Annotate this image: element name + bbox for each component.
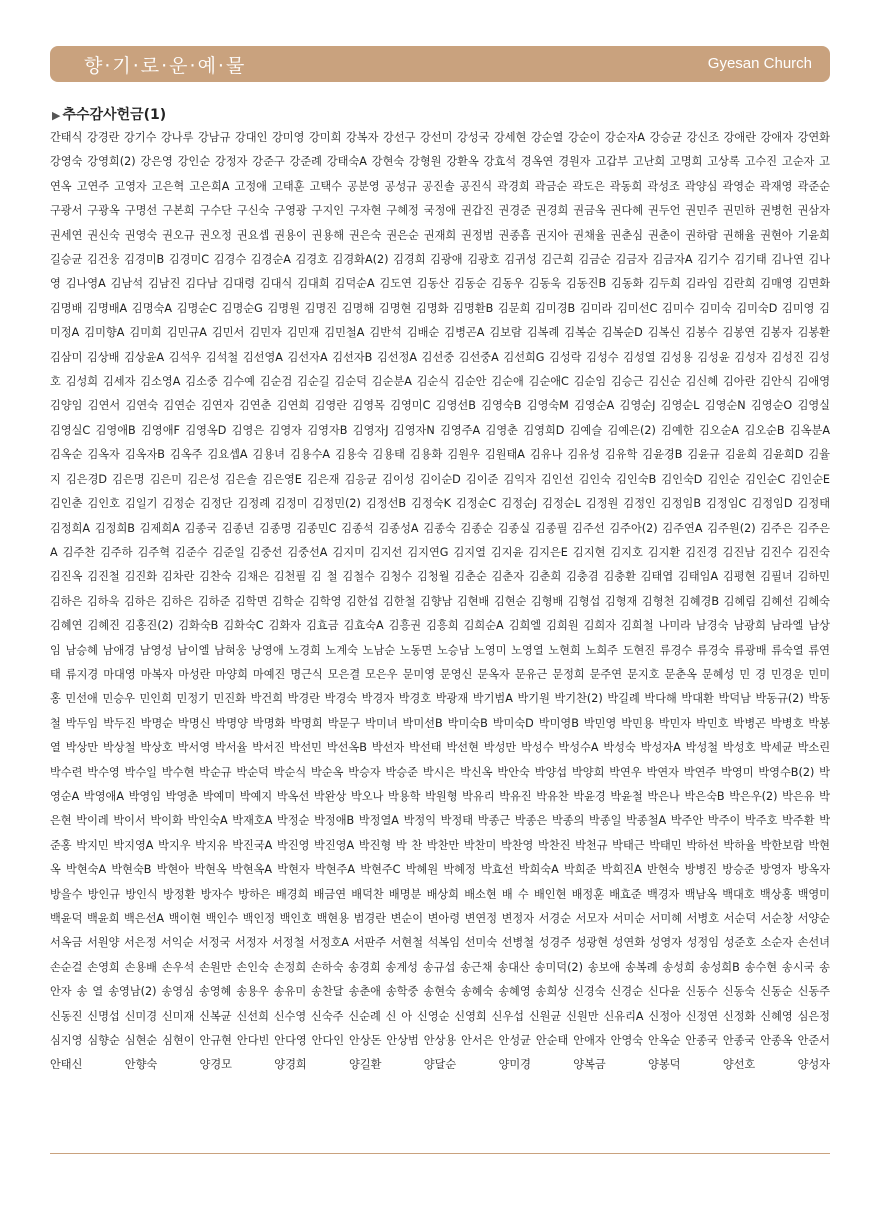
header-banner: [50, 46, 830, 82]
triangle-bullet-icon: ▶: [52, 109, 61, 122]
banner-title: 향·기·로·운·예·물: [84, 55, 247, 77]
section-title-text: 추수감사헌금(1): [62, 107, 167, 123]
church-name: Gyesan Church: [707, 55, 812, 72]
bottom-divider: [50, 1153, 830, 1154]
donor-name-list: 간태식 강경란 강기수 강나루 강남규 강대인 강미영 강미희 강복자 강선구 강선미 강성국 강세현 강순열 강순이 강순자A 강승균 강신조 강애란 강애자 강연화 강영숙 강영희(2) 강은영 강인순 강정자 강준구 강준례 강태숙A 강현숙 강형원 강환옥 강효석 경옥연 경원자 고갑부 고난희 고명희 고상록 고수진 고순자 고연옥 고연주 고영자 고은혁 고은희A 고정애 고태훈 고택수 공분영 공성규 공진솔 공진식 곽경희 곽금순 곽도은 곽동희 곽성조 곽양심 곽영순 곽재영 곽준순 구광서 구광옥 구명선 구본희 구수단 구신숙 구영광 구지인 구자현 구혜정 국정애 권갑진 권경준 권경희 권금옥 권다혜 권두언 권민주 권민하 권병헌 권삼자 권세연 권신숙 권영숙 권오규 권오정 권요셉 권용이 권용해 권은숙 권은순 권재희 권정범 권종흠 권지아 권채율 권춘심 권춘이 권하람 권해율 권현아 기윤희 길승균 김건웅 김경미B 김경미C 김경수 김경순A 김경호 김경화A(2) 김경희 김광애 김광호 김귀성 김근희 김금순 김금자 김금자A 김기수 김기태 김나연 김나영 김나영A 김남석 김남진 김다남 김대령 김대식 김대희 김덕순A 김도연 김동산 김동순 김동우 김동욱 김동진B 김동화 김두희 김라임 김란희 김매영 김면화 김명배 김명배A 김명숙A 김명순C 김명순G 김명원 김명진 김명해 김명현 김명화 김명환B 김문희 김미경B 김미라 김미선C 김미수 김미숙 김미숙D 김미영 김미정A 김미향A 김미희 김민규A 김민서 김민자 김민재 김민철A 김반석 김배순 김병곤A 김보람 김복례 김복순 김복순D 김복신 김봉수 김봉연 김봉자 김봉환 김삼미 김상배 김상윤A 김석우 김석철 김선영A 김선자A 김선자B 김선정A 김선중 김선중A 김선희G 김성락 김성수 김성열 김성용 김성윤 김성자 김성진 김성호 김성희 김세자 김소영A 김소중 김수예 김순검 김순길 김순덕 김순분A 김순식 김순안 김순애 김순애C 김순임 김승근 김신순 김신혜 김아란 김안식 김애영 김양임 김연서 김연숙 김연순 김연자 김연춘 김연희 김영란 김영목 김영미C 김영선B 김영숙B 김영숙M 김영순A 김영순J 김영순L 김영순N 김영순O 김영실 김영실C 김영애B 김영애F 김영옥D 김영은 김영자 김영자B 김영자J 김영자N 김영주A 김영춘 김영희D 김예슬 김예은(2) 김예한 김오순A 김오순B 김옥분A 김옥순 김옥자 김옥자B 김옥주 김요셉A 김용녀 김용수A 김용숙 김용태 김용화 김원우 김원태A 김유나 김유성 김유학 김윤경B 김윤규 김윤희 김윤희D 김율지 김은경D 김은명 김은미 김은성 김은솔 김은영E 김은재 김응균 김이성 김이순D 김이준 김익자 김인선 김인숙 김인숙B 김인숙D 김인순 김인순C 김인순E 김인춘 김인호 김일기 김정순 김정단 김정례 김정미 김정민(2) 김정선B 김정숙K 김정순C 김정순J 김정순L 김정원 김정인 김정임B 김정임C 김정임D 김정태 김정희A 김정희B 김제희A 김종국 김종년 김종명 김종민C 김종석 김종성A 김종숙 김종순 김종실 김종필 김주선 김주아(2) 김주연A 김주원(2) 김주은 김주은A 김주찬 김주하 김주혁 김준수 김준일 김중선 김중선A 김지미 김지선 김지연G 김지열 김지윤 김지은E 김지현 김지호 김지환 김진경 김진남 김진수 김진숙 김진옥 김진철 김진화 김차란 김찬숙 김채은 김천필 김 철 김철수 김청수 김청월 김춘순 김춘자 김춘희 김충겸 김충환 김태엽 김태임A 김평현 김필녀 김하민 김하은 김하욱 김하은 김하은 김하준 김학면 김학순 김학영 김한섭 김한철 김향남 김현배 김현순 김형배 김형섭 김형재 김형천 김혜경B 김혜림 김혜선 김혜숙 김혜연 김혜진 김홍진(2) 김화숙B 김화숙C 김화자 김효금 김효숙A 김흥권 김흥희 김희순A 김희엘 김희원 김희자 김희철 나미라 남경숙 남광희 남라엘 남상임 남승혜 남애경 남영성 남이엘 남혀웅 낭영애 노경희 노계숙 노남순 노동면 노승남 노영미 노영열 노현희 노희주 도현진 류경수 류경숙 류광배 류숙열 류연태 류지경 마대영 마복자 마성란 마양희 마예진 명근식 모은결 모은우 문미영 문영신 문옥자 문유근 문정희 문주연 문지호 문춘옥 문혜성 민 경 민경운 민미홍 민선애 민승우 민인희 민정기 민진화 박건희 박경란 박경숙 박경자 박경호 박광재 박기범A 박기원 박기찬(2) 박길례 박다해 박대환 박덕남 박동규(2) 박동철 박두임 박두진 박명순 박명신 박명양 박명화 박명희 박문구 박미녀 박미선B 박미숙B 박미숙D 박미영B 박민영 박민용 박민자 박민호 박병곤 박병호 박봉열 박상만 박상철 박상호 박서영 박서율 박서진 박선민 박선옥B 박선자 박선태 박선현 박성만 박성수 박성수A 박성숙 박성자A 박성철 박성호 박세균 박소린 박수련 박수영 박수일 박수현 박순규 박순덕 박순식 박순옥 박승자 박승준 박시은 박신옥 박안숙 박양섭 박양희 박연우 박연자 박연주 박영미 박영수B(2) 박영순A 박영애A 박영임 박영춘 박예미 박예지 박옥선 박완상 박오나 박용학 박원형 박유리 박유진 박유찬 박윤경 박윤철 박은나 박은숙B 박은우(2) 박은유 박은현 박이레 박이서 박이화 박인숙A 박재호A 박정순 박정애B 박정열A 박정익 박정태 박종근 박종은 박종의 박종일 박종철A 박주안 박주이 박주호 박주환 박준홍 박지민 박지영A 박지우 박지유 박진국A 박진영 박진영A 박진형 박 찬 박찬만 박찬미 박찬영 박찬진 박천규 박태근 박태민 박하선 박하율 박한보람 박현옥 박현숙A 박현숙B 박현아 박현옥 박현옥A 박현자 박현주A 박현주C 박혜원 박혜정 박효선 박희숙A 박희준 박희진A 반현숙 방병진 방승준 방영자 방옥자 방을수 방인규 방인식 방정환 방자수 방하은 배경희 배금연 배덕찬 배명분 배상희 배소현 배 수 배인현 배정훈 배효준 백경자 백남옥 백대호 백상홍 백영미 백윤덕 백윤희 백은선A 백이현 백인수 백인정 백인호 백현용 범경란 변순이 변아령 변연정 변정자 서경순 서모자 서미순 서미혜 서병호 서순덕 서순창 서양순 서옥금 서원양 서은정 서익순 서정국 서정자 서정철 서정호A 서판주 서현철 석복임 선미숙 선병철 성경주 성광현 성연화 성영자 성정임 성준호 소순자 손선녀 손순걸 손영희 손용배 손우석 손원만 손인숙 손정희 손하숙 송경희 송계성 송규섭 송근채 송대산 송미덕(2) 송보애 송복례 송성희 송성희B 송수현 송시국 송안자 송 열 송영남(2) 송영심 송영혜 송용우 송유미 송찬달 송춘애 송학중 송현숙 송혜숙 송혜영 송희상 신경숙 신경순 신다윤 신동수 신동숙 신동순 신동주 신동진 신명섭 신미경 신미재 신복균 신선희 신수영 신숙주 신순례 신 아 신영순 신영희 신우섭 신원균 신원만 신유리A 신정아 신정연 신정화 신혜영 심은정 심지영 심향순 심현순 심현이 안규현 안다빈 안다영 안다인 안상돈 안상범 안상용 안서은 안성균 안순태 안애자 안영숙 안옥순 안종국 안종국 안종옥 안준서 안태신 안향숙 양경모 양경희 양길환 양달순 양미경 양복금 양봉덕 양선호 양성자: [50, 131, 830, 1072]
section-heading: [52, 104, 166, 124]
